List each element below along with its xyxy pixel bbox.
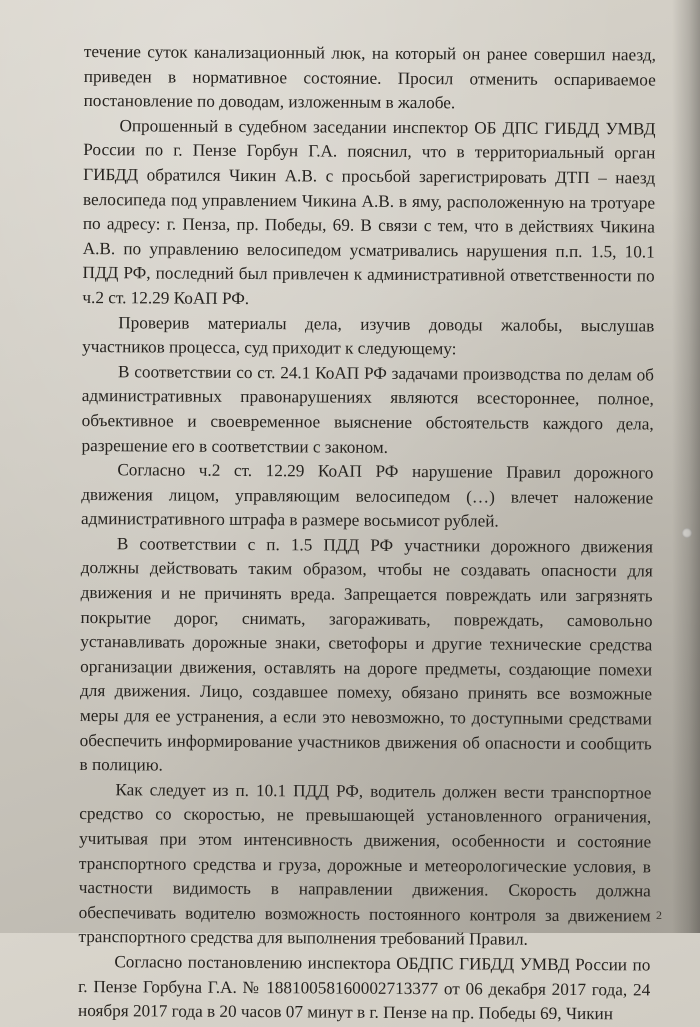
paragraph-article-24-1: В соответствии со ст. 24.1 КоАП РФ задачами производства по делам об административных правонарушениях являются всестороннее, полное, объективное и своевременное выяснение обстоятельств каждого дела, разрешение его в соответствии с законом. bbox=[81, 361, 655, 457]
paragraph-inspector-testimony: Опрошенный в судебном заседании инспектор ОБ ДПС ГИБДД УМВД России по г. Пензе Горбун Г.А. пояснил, что в территориальный орган ГИБДД обратился Чикин А.В. с просьбой зарегистрировать ДТП – наезд велосипеда под управлением Чикина А.В. в яму, расположенную на тротуаре по адресу: г. Пенза, пр. Победы, 69. В связи с тем, что в действиях Чикина А.В. по управлению велосипедом усматривались нарушения п.п. 1.5, 10.1 ПДД РФ, последний был привлечен к административной ответственности по ч.2 ст. 12.29 КоАП РФ. bbox=[82, 115, 656, 308]
paragraph-article-12-29: Согласно ч.2 ст. 12.29 КоАП РФ нарушение Правил дорожного движения лицом, управляющим велосипедом (…) влечет наложение административного штрафа в размере восьмисот рублей. bbox=[81, 460, 654, 531]
page-edge-shadow bbox=[672, 0, 700, 933]
paragraph-court-review: Проверив материалы дела, изучив доводы жалобы, выслушав участников процесса, суд приходит к следующему: bbox=[82, 312, 655, 359]
paragraph-rule-1-5: В соответствии с п. 1.5 ПДД РФ участники дорожного движения должны действовать таким образом, чтобы не создавать опасности для движения и не причинять вреда. Запрещается повреждать или загрязнять покрытие дорог, снимать, загораживать, повреждать, самовольно устанавливать дорожные знаки, светофоры и другие технические средства организации движения, оставлять на дороге предметы, создающие помехи для движения. Лицо, создавшее помеху, обязано принять все возможные меры для ее устранения, а если это невозможно, то доступными средствами обеспечить информирование участников движения об опасности и сообщить в полицию. bbox=[79, 534, 653, 775]
paragraph-rule-10-1: Как следует из п. 10.1 ПДД РФ, водитель должен вести транспортное средство со скоростью, не превышающей установленного ограничения, учитывая при этом интенсивность движения, особенности и состояние транспортного средства и груза, дорожные и метеорологические условия, в частности видимость в направлении движения. Скорость должна обеспечивать водителю возможность постоянного контроля за движением транспортного средства для выполнения требований Правил. bbox=[78, 780, 652, 950]
document-body bbox=[78, 40, 656, 1027]
paragraph-continuation: течение суток канализационный люк, на который он ранее совершил наезд, приведен в нормативное состояние. Просил отменить оспариваемое постановление по доводам, изложенным в жалобе. bbox=[83, 41, 656, 113]
page-number: 2 bbox=[656, 908, 662, 922]
paragraph-resolution: Согласно постановлению инспектора ОБДПС ГИБДД УМВД России по г. Пензе Горбуна Г.А. № 18810058160002713377 от 06 декабря 2017 года, 24 ноября 2017 года в 20 часов 07 минут в г. Пензе на пр. Победы 69, Чикин bbox=[78, 952, 651, 1024]
